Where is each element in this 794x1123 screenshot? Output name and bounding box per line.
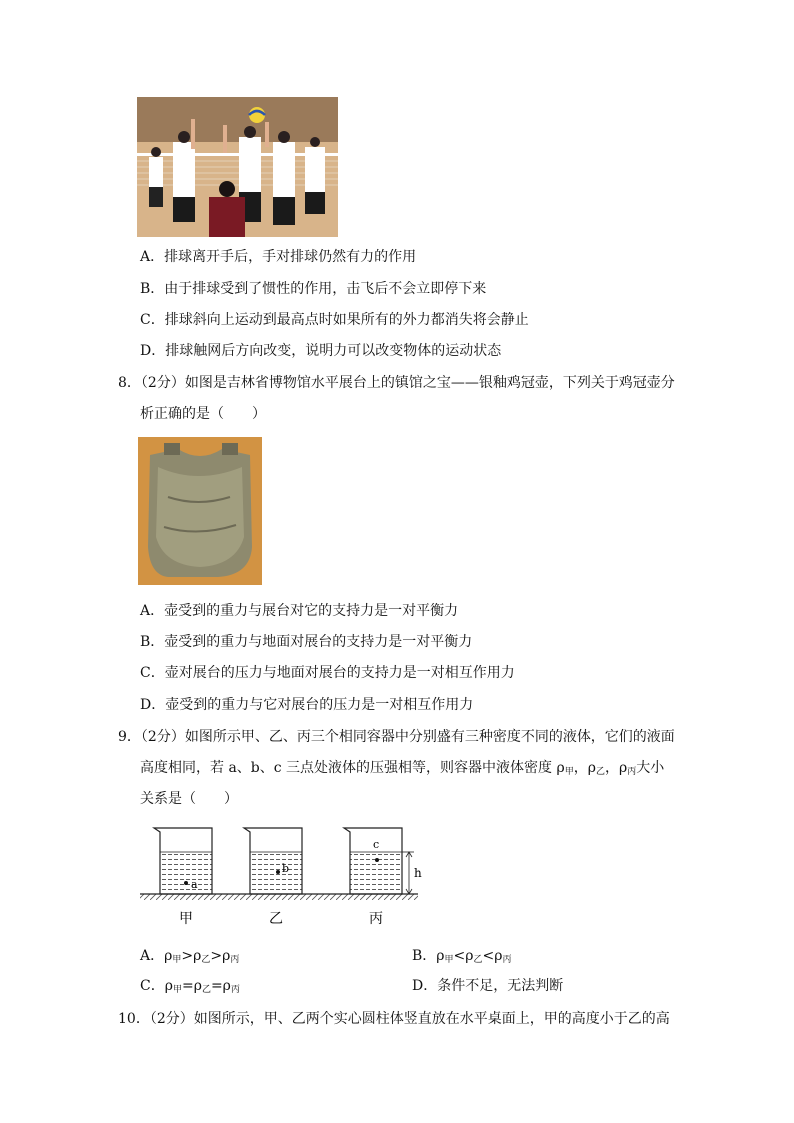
label-jia: 甲 <box>179 911 193 927</box>
label-yi: 乙 <box>269 911 283 927</box>
q9-stem-line2: 高度相同，若 a、b、c 三点处液体的压强相等，则容器中液体密度 $\rho_甲$，$\rho_乙$，$\rho_丙$大小 <box>140 760 665 777</box>
point-a-label: a <box>191 878 198 891</box>
q7-option-b: B．由于排球受到了惯性的作用，击飞后不会立即停下来 <box>140 281 487 297</box>
point-b-label: b <box>282 862 290 875</box>
label-bing: 丙 <box>369 911 383 927</box>
q9-option-b: B．$\rho_甲<\rho_乙<\rho_丙$ <box>412 948 512 965</box>
container-jia <box>154 828 212 894</box>
point-c-label: c <box>373 838 380 851</box>
q8-option-c: C．壶对展台的压力与地面对展台的支持力是一对相互作用力 <box>140 665 515 681</box>
q9-stem-line3: 关系是（ ） <box>140 791 238 807</box>
volleyball-photo <box>137 97 338 237</box>
height-label: h <box>414 866 422 880</box>
q8-option-d: D．壶受到的重力与它对展台的压力是一对相互作用力 <box>140 697 474 713</box>
q8-option-a: A．壶受到的重力与展台对它的支持力是一对平衡力 <box>140 603 459 619</box>
chicken-crown-pot-photo <box>138 437 262 585</box>
q9-option-d: D．条件不足，无法判断 <box>412 978 564 994</box>
q7-option-d: D．排球触网后方向改变，说明力可以改变物体的运动状态 <box>140 343 502 359</box>
q8-option-b: B．壶受到的重力与地面对展台的支持力是一对平衡力 <box>140 634 473 650</box>
q8-stem-line1: 8．（2分）如图是吉林省博物馆水平展台上的镇馆之宝——银釉鸡冠壶，下列关于鸡冠壶分 <box>118 375 675 391</box>
q7-option-a: A．排球离开手后，手对排球仍然有力的作用 <box>140 249 417 265</box>
container-figure <box>138 822 438 932</box>
container-bing <box>344 828 402 894</box>
q9-stem-line1: 9．（2分）如图所示甲、乙、丙三个相同容器中分别盛有三种密度不同的液体，它们的液面 <box>118 729 675 745</box>
q9-option-c: C．$\rho_甲=\rho_乙=\rho_丙$ <box>140 978 240 995</box>
q9-option-a: A．$\rho_甲>\rho_乙>\rho_丙$ <box>140 948 240 965</box>
height-marker <box>402 852 422 894</box>
q8-stem-line2: 析正确的是（ ） <box>140 406 266 422</box>
q7-option-c: C．排球斜向上运动到最高点时如果所有的外力都消失将会静止 <box>140 312 529 328</box>
container-yi <box>244 828 302 894</box>
q10-stem-line1: 10．（2分）如图所示，甲、乙两个实心圆柱体竖直放在水平桌面上，甲的高度小于乙的高 <box>118 1011 670 1027</box>
